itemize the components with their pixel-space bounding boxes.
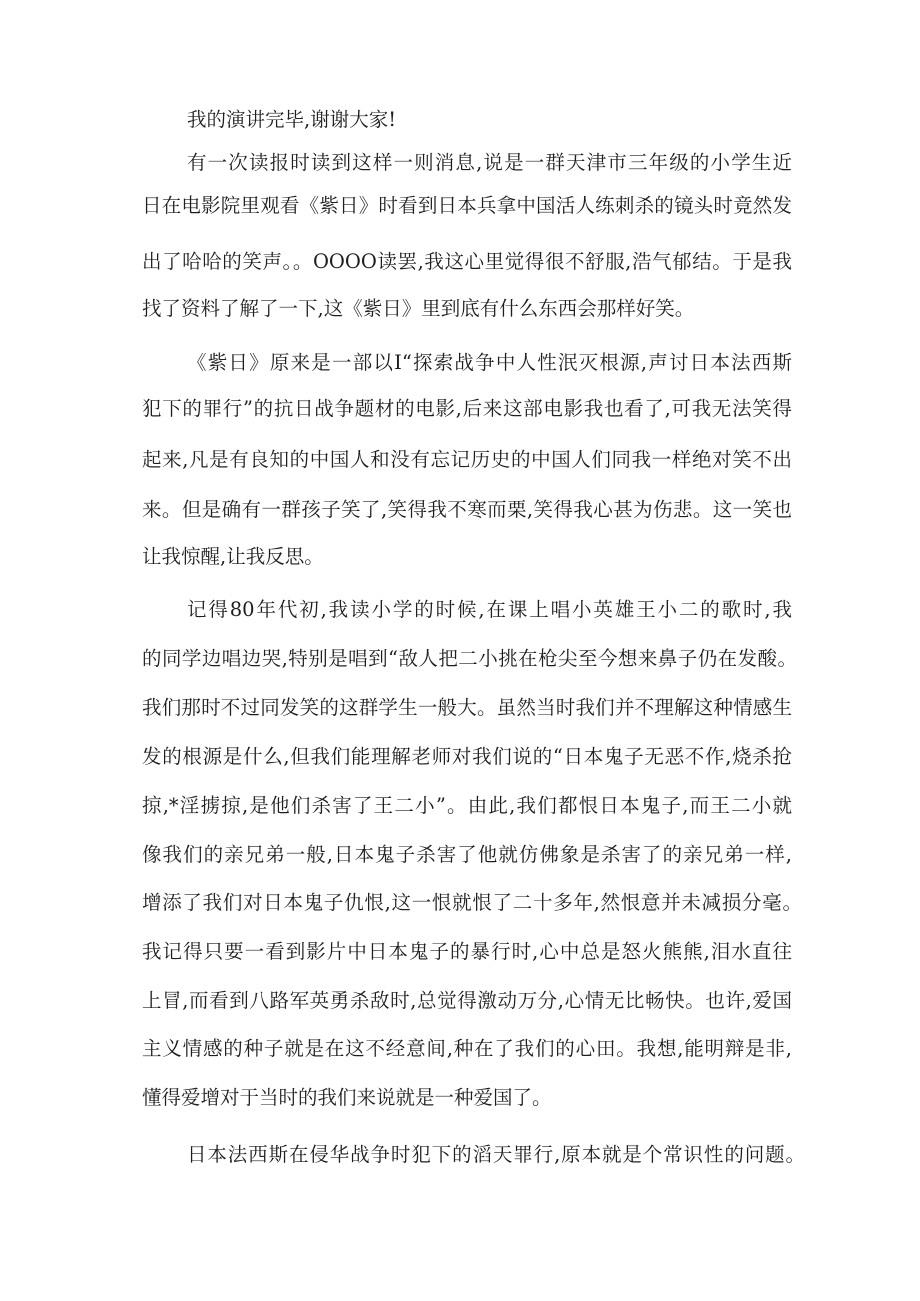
text-line: 像我们的亲兄弟一般,日本鬼子杀害了他就仿佛象是杀害了的亲兄弟一样, [142,843,792,866]
text-line: 记得80年代初,我读小学的时候,在课上唱小英雄王小二的歌时,我 [187,598,792,621]
text-line: 《紫日》原来是一部以I“探索战争中人性泯灭根源,声讨日本法西斯 [187,351,792,374]
text-line: 让我惊醒,让我反思。 [142,545,324,568]
text-line: 掠,*淫掳掠,是他们杀害了王二小”。由此,我们都恨日本鬼子,而王二小就 [142,794,792,817]
text-line: 来。但是确有一群孩子笑了,笑得我不寒而栗,笑得我心甚为伤悲。这一笑也 [142,498,792,521]
text-line: 懂得爱增对于当时的我们来说就是一种爱国了。 [142,1086,552,1109]
text-line: 的同学边唱边哭,特别是唱到“敌人把二小挑在枪尖至今想来鼻子仍在发酸。 [142,647,797,670]
text-line: 上冒,而看到八路军英勇杀敌时,总觉得激动万分,心情无比畅快。也许,爱国 [142,989,792,1012]
text-line: 我记得只要一看到影片中日本鬼子的暴行时,心中总是怒火熊熊,泪水直往 [142,940,792,963]
text-line: 起来,凡是有良知的中国人和没有忘记历史的中国人们同我一样绝对笑不出 [142,448,792,471]
text-line: 日本法西斯在侵华战争时犯下的滔天罪行,原本就是个常识性的问题。 [187,1143,805,1166]
text-line: 发的根源是什么,但我们能理解老师对我们说的“日本鬼子无恶不作,烧杀抢 [142,745,792,768]
text-line: 出了哈哈的笑声。。OOOO读罢,我这心里觉得很不舒服,浩气郁结。于是我 [142,250,792,273]
text-line: 我们那时不过同发笑的这群学生一般大。虽然当时我们并不理解这种情感生 [142,696,792,719]
text-line: 找了资料了解了一下,这《紫日》里到底有什么东西会那样好笑。 [142,297,695,320]
text-line: 有一次读报时读到这样一则消息,说是一群天津市三年级的小学生近 [187,151,792,174]
text-line: 犯下的罪行”的抗日战争题材的电影,后来这部电影我也看了,可我无法笑得 [142,397,792,420]
text-line: 我的演讲完毕,谢谢大家! [187,108,397,131]
text-line: 日在电影院里观看《紫日》时看到日本兵拿中国活人练刺杀的镜头时竟然发 [142,194,792,217]
text-line: 主义情感的种子就是在这不经意间,种在了我们的心田。我想,能明辩是非, [142,1037,792,1060]
text-line: 增添了我们对日本鬼子仇恨,这一恨就恨了二十多年,然恨意并未减损分毫。 [142,891,802,914]
